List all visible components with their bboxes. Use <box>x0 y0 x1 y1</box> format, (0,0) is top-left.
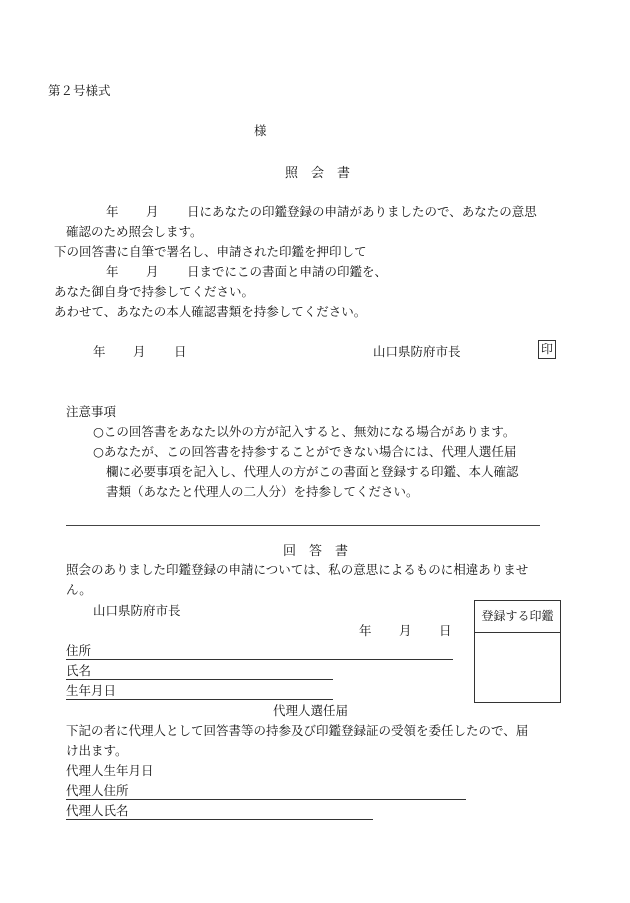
answer-line-2: ん。 <box>66 582 92 597</box>
mayor-name: 山口県防府市長 <box>373 344 461 359</box>
body-line-2: 確認のため照会します。 <box>66 224 203 239</box>
notes-heading: 注意事項 <box>66 404 117 419</box>
body-month: 月 <box>146 204 159 219</box>
answer-to-mayor: 山口県防府市長 <box>93 603 181 618</box>
note-2-line-3: 書類（あなたと代理人の二人分）を持参してください。 <box>106 484 419 499</box>
proxy-line-1: 下記の者に代理人として回答書等の持参及び印鑑登録証の受領を委任したので、届 <box>66 723 529 738</box>
proxy-line-2: け出ます。 <box>66 743 128 758</box>
name-label: 氏名 <box>66 663 92 678</box>
body-deadline-month: 月 <box>146 264 159 279</box>
answer-month: 月 <box>399 623 412 638</box>
proxy-name-field[interactable] <box>66 801 373 820</box>
proxy-name-label: 代理人氏名 <box>66 803 129 818</box>
proxy-address-label: 代理人住所 <box>66 783 129 798</box>
body-deadline-year: 年 <box>106 264 119 279</box>
body-line-1: 日にあなたの印鑑登録の申請がありましたので、あなたの意思 <box>187 204 537 219</box>
inquiry-title: 照 会 書 <box>285 166 351 181</box>
body-line-3: 下の回答書に自筆で署名し、申請された印鑑を押印して <box>54 244 367 259</box>
answer-day: 日 <box>439 623 452 638</box>
seal-box-label: 登録する印鑑 <box>475 601 560 633</box>
note-1: ○この回答書をあなた以外の方が記入すると、無効になる場合があります。 <box>93 424 516 439</box>
answer-year: 年 <box>359 623 372 638</box>
address-field[interactable] <box>66 641 453 660</box>
official-seal-mark: 印 <box>538 340 556 359</box>
body-line-5: あなた御自身で持参してください。 <box>54 284 255 299</box>
birthdate-label: 生年月日 <box>66 683 117 698</box>
proxy-address-field[interactable] <box>66 781 466 800</box>
registered-seal-box[interactable] <box>474 600 561 703</box>
issue-month: 月 <box>133 344 146 359</box>
proxy-title: 代理人選任届 <box>273 703 349 718</box>
note-2-line-1: ○あなたが、この回答書を持参することができない場合には、代理人選任届 <box>93 444 517 459</box>
note-2-line-2: 欄に必要事項を記入し、代理人の方がこの書面と登録する印鑑、本人確認 <box>106 464 519 479</box>
body-line-6: あわせて、あなたの本人確認書類を持参してください。 <box>54 304 367 319</box>
body-year: 年 <box>106 204 119 219</box>
name-field[interactable] <box>66 661 333 680</box>
form-number: 第２号様式 <box>48 83 111 98</box>
issue-day: 日 <box>174 344 187 359</box>
issue-year: 年 <box>93 344 106 359</box>
proxy-birthdate-label[interactable]: 代理人生年月日 <box>66 763 154 778</box>
body-line-4: 日までにこの書面と申請の印鑑を、 <box>187 264 388 279</box>
answer-title: 回 答 書 <box>283 544 349 559</box>
answer-line-1: 照会のありました印鑑登録の申請については、私の意思によるものに相違ありませ <box>66 562 529 577</box>
address-label: 住所 <box>66 643 92 658</box>
birthdate-field[interactable] <box>66 681 333 700</box>
cut-line <box>66 525 540 526</box>
addressee-suffix: 様 <box>254 123 267 138</box>
